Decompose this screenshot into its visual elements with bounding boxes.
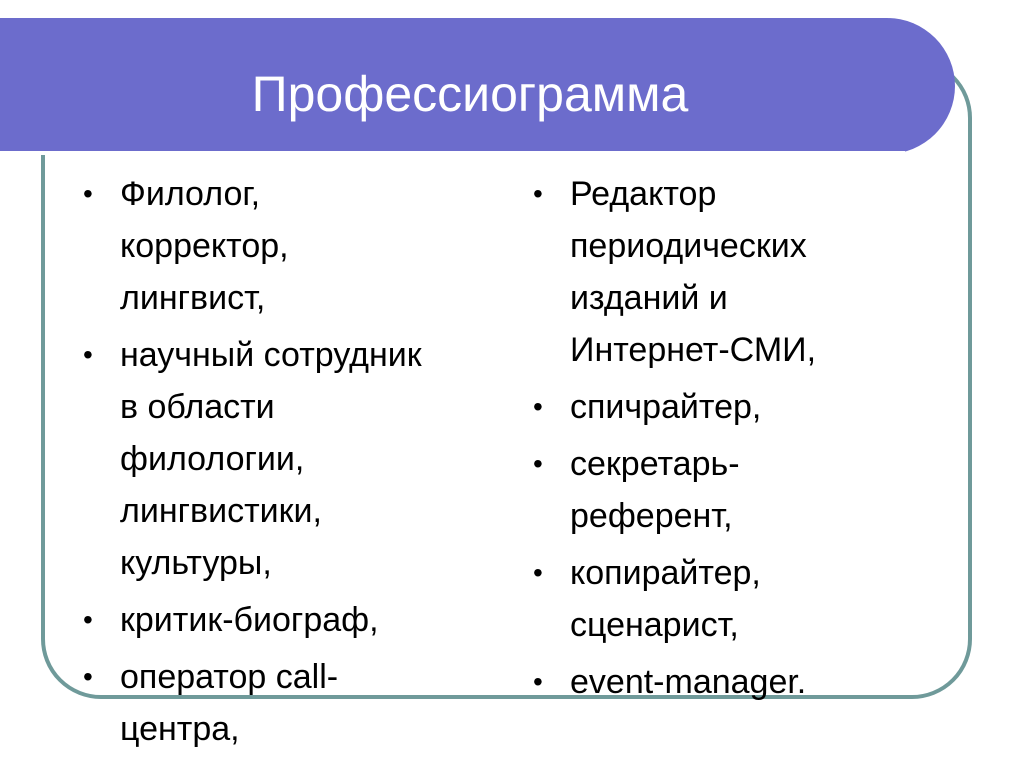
bullet-icon: • bbox=[83, 661, 93, 692]
bullet-icon: • bbox=[83, 604, 93, 635]
title-bar bbox=[0, 18, 955, 154]
slide-title: Профессиограмма bbox=[251, 66, 689, 122]
bullet-icon: • bbox=[533, 666, 543, 697]
right-bullet-list bbox=[530, 168, 880, 713]
bullet-icon: • bbox=[533, 557, 543, 588]
bullet-icon: • bbox=[533, 178, 543, 209]
bullet-icon: • bbox=[83, 178, 93, 209]
list-item bbox=[80, 594, 490, 646]
list-item bbox=[530, 438, 880, 542]
list-item-text: оператор call- центра, bbox=[120, 658, 339, 748]
list-item bbox=[530, 656, 880, 708]
bullet-icon: • bbox=[533, 448, 543, 479]
left-bullet-list bbox=[80, 168, 490, 760]
list-item-text: критик-биограф, bbox=[120, 601, 379, 639]
list-item bbox=[80, 168, 490, 324]
list-item-text: Редактор периодических изданий и Интернет-СМИ, bbox=[570, 175, 817, 369]
list-item bbox=[530, 168, 880, 376]
list-item bbox=[530, 381, 880, 433]
list-item bbox=[80, 651, 490, 755]
list-item-text: копирайтер, сценарист, bbox=[570, 554, 761, 644]
list-item bbox=[80, 329, 490, 589]
bullet-icon: • bbox=[83, 339, 93, 370]
list-item-text: event-manager. bbox=[570, 663, 807, 701]
list-item-text: секретарь- референт, bbox=[570, 445, 740, 535]
bullet-icon: • bbox=[533, 391, 543, 422]
title-underline bbox=[0, 151, 905, 155]
list-item-text: спичрайтер, bbox=[570, 388, 762, 426]
list-item-text: научный сотрудник в области филологии, лингвистики, культуры, bbox=[120, 336, 422, 582]
list-item bbox=[530, 547, 880, 651]
list-item-text: Филолог, корректор, лингвист, bbox=[120, 175, 289, 317]
